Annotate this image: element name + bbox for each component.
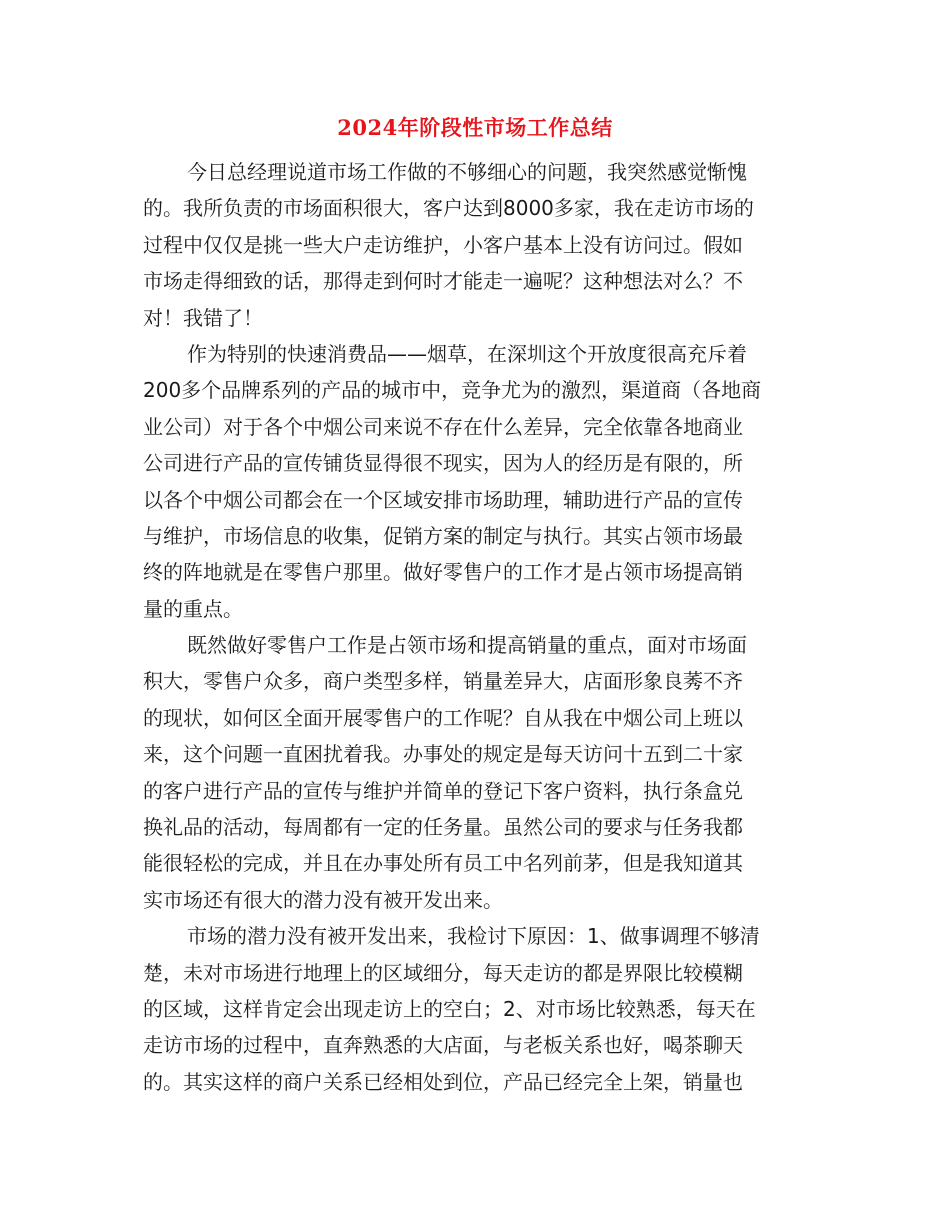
paragraph-line: 的客户进行产品的宣传与维护并简单的登记下客户资料，执行条盒兑 [143, 778, 743, 803]
paragraph-first-line: 既然做好零售户工作是占领市场和提高销量的重点，面对市场面 [187, 633, 747, 658]
paragraph-line: 能很轻松的完成，并且在办事处所有员工中名列前茅，但是我知道其 [143, 851, 743, 876]
document-body [143, 154, 803, 1100]
paragraph-line: 楚，未对市场进行地理上的区域细分，每天走访的都是界限比较模糊 [143, 960, 743, 985]
paragraph-line: 以各个中烟公司都会在一个区域安排市场助理，辅助进行产品的宣传 [143, 487, 743, 512]
paragraph-line: 对！我错了！ [143, 305, 263, 330]
document-title: 2024年阶段性市场工作总结 [337, 115, 613, 140]
paragraph-line: 过程中仅仅是挑一些大户走访维护，小客户基本上没有访问过。假如 [143, 232, 743, 257]
paragraph-line: 的。其实这样的商户关系已经相处到位，产品已经完全上架，销量也 [143, 1069, 743, 1094]
paragraph-line: 200多个品牌系列的产品的城市中，竞争尤为的激烈，渠道商（各地商 [143, 378, 762, 403]
paragraph-first-line: 市场的潜力没有被开发出来，我检讨下原因：1、做事调理不够清 [187, 924, 760, 949]
paragraph-line: 积大，零售户众多，商户类型多样，销量差异大，店面形象良莠不齐 [143, 669, 743, 694]
paragraph-line: 与维护，市场信息的收集，促销方案的制定与执行。其实占领市场最 [143, 523, 743, 548]
paragraph-first-line: 今日总经理说道市场工作做的不够细心的问题，我突然感觉惭愧 [187, 160, 747, 184]
paragraph-line: 来，这个问题一直困扰着我。办事处的规定是每天访问十五到二十家 [143, 742, 743, 767]
paragraph-line: 的。我所负责的市场面积很大，客户达到8000多家，我在走访市场的 [143, 196, 754, 221]
paragraph-line: 的现状，如何区全面开展零售户的工作呢？自从我在中烟公司上班以 [143, 705, 743, 730]
paragraph-line: 换礼品的活动，每周都有一定的任务量。虽然公司的要求与任务我都 [143, 815, 743, 840]
paragraph-line: 的区域，这样肯定会出现走访上的空白；2、对市场比较熟悉，每天在 [143, 996, 756, 1021]
paragraph-first-line: 作为特别的快速消费品——烟草，在深圳这个开放度很高充斥着 [187, 341, 747, 366]
paragraph-line: 量的重点。 [143, 596, 243, 621]
paragraph-line: 实市场还有很大的潜力没有被开发出来。 [143, 887, 503, 912]
paragraph-line: 市场走得细致的话，那得走到何时才能走一遍呢？这种想法对么？不 [143, 269, 743, 294]
paragraph-line: 业公司）对于各个中烟公司来说不存在什么差异，完全依靠各地商业 [143, 414, 743, 439]
paragraph-line: 公司进行产品的宣传铺货显得很不现实，因为人的经历是有限的，所 [143, 451, 743, 476]
paragraph-line: 终的阵地就是在零售户那里。做好零售户的工作才是占领市场提高销 [143, 560, 743, 585]
paragraph-line: 走访市场的过程中，直奔熟悉的大店面，与老板关系也好，喝茶聊天 [143, 1033, 743, 1058]
